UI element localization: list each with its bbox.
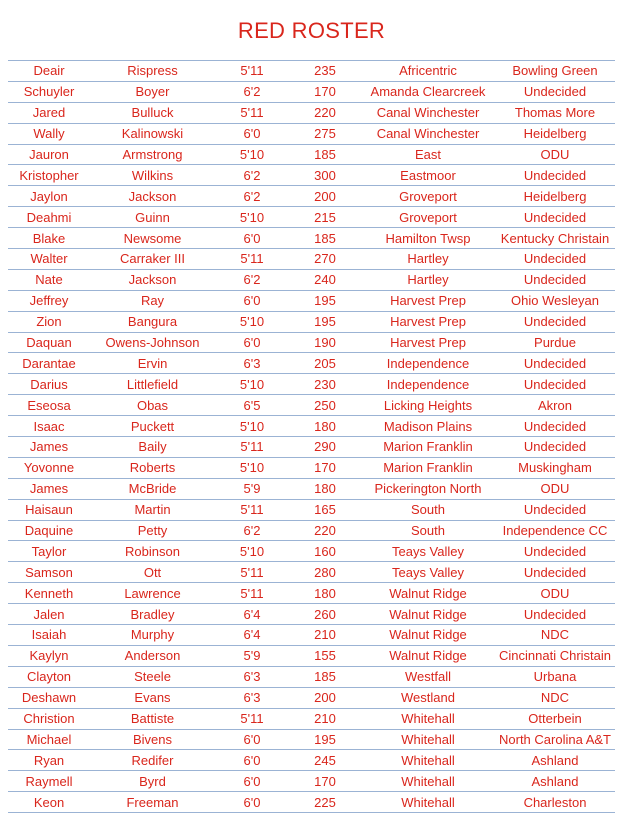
first-name-cell: Christion (8, 708, 90, 729)
weight-cell: 155 (289, 645, 361, 666)
first-name-cell: Taylor (8, 541, 90, 562)
college-cell: NDC (495, 687, 615, 708)
table-row (8, 353, 615, 374)
weight-cell: 220 (289, 520, 361, 541)
college-cell: Bowling Green (495, 61, 615, 82)
height-cell: 6'2 (215, 269, 289, 290)
last-name-cell: Byrd (90, 771, 215, 792)
last-name-cell: Bivens (90, 729, 215, 750)
first-name-cell: Deair (8, 61, 90, 82)
table-row (8, 123, 615, 144)
height-cell: 6'2 (215, 186, 289, 207)
weight-cell: 185 (289, 666, 361, 687)
height-cell: 5'11 (215, 102, 289, 123)
high-school-cell: Independence (361, 353, 495, 374)
last-name-cell: Bradley (90, 604, 215, 625)
weight-cell: 275 (289, 123, 361, 144)
roster-table (8, 60, 615, 813)
college-cell: Otterbein (495, 708, 615, 729)
last-name-cell: Carraker III (90, 249, 215, 270)
table-row (8, 792, 615, 813)
last-name-cell: Kalinowski (90, 123, 215, 144)
height-cell: 5'10 (215, 374, 289, 395)
weight-cell: 180 (289, 416, 361, 437)
college-cell: Undecided (495, 416, 615, 437)
high-school-cell: Hamilton Twsp (361, 228, 495, 249)
first-name-cell: Blake (8, 228, 90, 249)
weight-cell: 195 (289, 729, 361, 750)
table-row (8, 562, 615, 583)
table-row (8, 645, 615, 666)
table-row (8, 144, 615, 165)
table-row (8, 666, 615, 687)
high-school-cell: Walnut Ridge (361, 645, 495, 666)
first-name-cell: Walter (8, 249, 90, 270)
college-cell: Undecided (495, 437, 615, 458)
high-school-cell: Teays Valley (361, 541, 495, 562)
weight-cell: 180 (289, 478, 361, 499)
last-name-cell: Battiste (90, 708, 215, 729)
high-school-cell: Groveport (361, 186, 495, 207)
weight-cell: 220 (289, 102, 361, 123)
last-name-cell: Petty (90, 520, 215, 541)
last-name-cell: Bangura (90, 311, 215, 332)
height-cell: 6'0 (215, 729, 289, 750)
college-cell: Kentucky Christain (495, 228, 615, 249)
last-name-cell: Puckett (90, 416, 215, 437)
college-cell: Independence CC (495, 520, 615, 541)
last-name-cell: Owens-Johnson (90, 332, 215, 353)
table-row (8, 249, 615, 270)
first-name-cell: Jeffrey (8, 290, 90, 311)
first-name-cell: Deahmi (8, 207, 90, 228)
table-row (8, 228, 615, 249)
height-cell: 6'0 (215, 750, 289, 771)
high-school-cell: Harvest Prep (361, 311, 495, 332)
weight-cell: 260 (289, 604, 361, 625)
last-name-cell: Ray (90, 290, 215, 311)
first-name-cell: Keon (8, 792, 90, 813)
college-cell: Undecided (495, 249, 615, 270)
height-cell: 5'11 (215, 562, 289, 583)
college-cell: Undecided (495, 541, 615, 562)
first-name-cell: Haisaun (8, 499, 90, 520)
height-cell: 5'11 (215, 249, 289, 270)
last-name-cell: Murphy (90, 625, 215, 646)
high-school-cell: Marion Franklin (361, 437, 495, 458)
high-school-cell: Groveport (361, 207, 495, 228)
college-cell: Akron (495, 395, 615, 416)
weight-cell: 210 (289, 708, 361, 729)
height-cell: 5'10 (215, 541, 289, 562)
first-name-cell: Kaylyn (8, 645, 90, 666)
weight-cell: 300 (289, 165, 361, 186)
high-school-cell: Harvest Prep (361, 290, 495, 311)
college-cell: Heidelberg (495, 123, 615, 144)
table-row (8, 311, 615, 332)
high-school-cell: Whitehall (361, 792, 495, 813)
height-cell: 6'2 (215, 81, 289, 102)
weight-cell: 270 (289, 249, 361, 270)
height-cell: 6'3 (215, 353, 289, 374)
weight-cell: 230 (289, 374, 361, 395)
last-name-cell: Guinn (90, 207, 215, 228)
height-cell: 6'2 (215, 520, 289, 541)
height-cell: 6'0 (215, 332, 289, 353)
high-school-cell: Madison Plains (361, 416, 495, 437)
last-name-cell: Jackson (90, 269, 215, 290)
high-school-cell: Pickerington North (361, 478, 495, 499)
last-name-cell: Littlefield (90, 374, 215, 395)
high-school-cell: South (361, 520, 495, 541)
table-row (8, 374, 615, 395)
first-name-cell: Jalen (8, 604, 90, 625)
first-name-cell: Kenneth (8, 583, 90, 604)
high-school-cell: Teays Valley (361, 562, 495, 583)
table-row (8, 437, 615, 458)
weight-cell: 195 (289, 290, 361, 311)
college-cell: Charleston (495, 792, 615, 813)
weight-cell: 185 (289, 228, 361, 249)
college-cell: ODU (495, 478, 615, 499)
height-cell: 5'11 (215, 583, 289, 604)
first-name-cell: Isaac (8, 416, 90, 437)
height-cell: 5'10 (215, 207, 289, 228)
table-row (8, 395, 615, 416)
last-name-cell: Martin (90, 499, 215, 520)
height-cell: 5'9 (215, 478, 289, 499)
first-name-cell: Wally (8, 123, 90, 144)
weight-cell: 225 (289, 792, 361, 813)
high-school-cell: South (361, 499, 495, 520)
first-name-cell: James (8, 478, 90, 499)
table-row (8, 750, 615, 771)
high-school-cell: Westfall (361, 666, 495, 687)
first-name-cell: Deshawn (8, 687, 90, 708)
height-cell: 6'3 (215, 666, 289, 687)
table-row (8, 625, 615, 646)
last-name-cell: Rispress (90, 61, 215, 82)
table-row (8, 102, 615, 123)
college-cell: Undecided (495, 604, 615, 625)
first-name-cell: Michael (8, 729, 90, 750)
high-school-cell: Eastmoor (361, 165, 495, 186)
table-row (8, 457, 615, 478)
last-name-cell: Evans (90, 687, 215, 708)
last-name-cell: Steele (90, 666, 215, 687)
weight-cell: 290 (289, 437, 361, 458)
first-name-cell: Clayton (8, 666, 90, 687)
weight-cell: 235 (289, 61, 361, 82)
first-name-cell: Eseosa (8, 395, 90, 416)
height-cell: 5'11 (215, 499, 289, 520)
last-name-cell: McBride (90, 478, 215, 499)
college-cell: Undecided (495, 269, 615, 290)
last-name-cell: Roberts (90, 457, 215, 478)
height-cell: 6'0 (215, 290, 289, 311)
high-school-cell: Harvest Prep (361, 332, 495, 353)
first-name-cell: Raymell (8, 771, 90, 792)
college-cell: Undecided (495, 311, 615, 332)
last-name-cell: Anderson (90, 645, 215, 666)
height-cell: 5'10 (215, 416, 289, 437)
college-cell: NDC (495, 625, 615, 646)
college-cell: Cincinnati Christain (495, 645, 615, 666)
height-cell: 5'11 (215, 61, 289, 82)
first-name-cell: Jaylon (8, 186, 90, 207)
height-cell: 5'10 (215, 144, 289, 165)
height-cell: 6'4 (215, 604, 289, 625)
weight-cell: 170 (289, 457, 361, 478)
first-name-cell: Darantae (8, 353, 90, 374)
high-school-cell: Whitehall (361, 771, 495, 792)
first-name-cell: Samson (8, 562, 90, 583)
weight-cell: 170 (289, 81, 361, 102)
first-name-cell: Darius (8, 374, 90, 395)
height-cell: 5'10 (215, 457, 289, 478)
high-school-cell: Walnut Ridge (361, 604, 495, 625)
college-cell: Undecided (495, 499, 615, 520)
table-row (8, 499, 615, 520)
high-school-cell: Canal Winchester (361, 102, 495, 123)
last-name-cell: Baily (90, 437, 215, 458)
last-name-cell: Ervin (90, 353, 215, 374)
high-school-cell: Walnut Ridge (361, 583, 495, 604)
height-cell: 6'4 (215, 625, 289, 646)
table-row (8, 604, 615, 625)
table-row (8, 416, 615, 437)
high-school-cell: Independence (361, 374, 495, 395)
last-name-cell: Newsome (90, 228, 215, 249)
table-row (8, 186, 615, 207)
last-name-cell: Freeman (90, 792, 215, 813)
height-cell: 6'0 (215, 771, 289, 792)
college-cell: Purdue (495, 332, 615, 353)
table-row (8, 165, 615, 186)
high-school-cell: Whitehall (361, 729, 495, 750)
high-school-cell: Marion Franklin (361, 457, 495, 478)
high-school-cell: Licking Heights (361, 395, 495, 416)
table-row (8, 541, 615, 562)
weight-cell: 190 (289, 332, 361, 353)
college-cell: ODU (495, 144, 615, 165)
table-row (8, 708, 615, 729)
first-name-cell: Jauron (8, 144, 90, 165)
first-name-cell: Kristopher (8, 165, 90, 186)
college-cell: ODU (495, 583, 615, 604)
college-cell: Thomas More (495, 102, 615, 123)
height-cell: 6'0 (215, 123, 289, 144)
table-row (8, 729, 615, 750)
college-cell: Ohio Wesleyan (495, 290, 615, 311)
last-name-cell: Wilkins (90, 165, 215, 186)
last-name-cell: Redifer (90, 750, 215, 771)
last-name-cell: Robinson (90, 541, 215, 562)
page-title: RED ROSTER (237, 18, 386, 43)
height-cell: 5'9 (215, 645, 289, 666)
college-cell: Muskingham (495, 457, 615, 478)
height-cell: 6'5 (215, 395, 289, 416)
weight-cell: 200 (289, 186, 361, 207)
table-row (8, 207, 615, 228)
college-cell: Undecided (495, 207, 615, 228)
high-school-cell: Amanda Clearcreek (361, 81, 495, 102)
first-name-cell: Schuyler (8, 81, 90, 102)
table-row (8, 478, 615, 499)
last-name-cell: Lawrence (90, 583, 215, 604)
weight-cell: 200 (289, 687, 361, 708)
table-row (8, 61, 615, 82)
last-name-cell: Ott (90, 562, 215, 583)
weight-cell: 240 (289, 269, 361, 290)
last-name-cell: Armstrong (90, 144, 215, 165)
table-row (8, 81, 615, 102)
table-row (8, 332, 615, 353)
first-name-cell: Nate (8, 269, 90, 290)
high-school-cell: Canal Winchester (361, 123, 495, 144)
table-row (8, 583, 615, 604)
table-row (8, 269, 615, 290)
last-name-cell: Boyer (90, 81, 215, 102)
weight-cell: 245 (289, 750, 361, 771)
first-name-cell: Jared (8, 102, 90, 123)
high-school-cell: Hartley (361, 249, 495, 270)
college-cell: Undecided (495, 562, 615, 583)
high-school-cell: Whitehall (361, 750, 495, 771)
weight-cell: 250 (289, 395, 361, 416)
weight-cell: 180 (289, 583, 361, 604)
high-school-cell: Westland (361, 687, 495, 708)
height-cell: 5'11 (215, 708, 289, 729)
high-school-cell: Walnut Ridge (361, 625, 495, 646)
college-cell: Ashland (495, 771, 615, 792)
last-name-cell: Jackson (90, 186, 215, 207)
height-cell: 6'3 (215, 687, 289, 708)
table-row (8, 687, 615, 708)
first-name-cell: Isaiah (8, 625, 90, 646)
table-row (8, 290, 615, 311)
weight-cell: 280 (289, 562, 361, 583)
first-name-cell: Daquan (8, 332, 90, 353)
high-school-cell: Africentric (361, 61, 495, 82)
high-school-cell: Hartley (361, 269, 495, 290)
first-name-cell: Yovonne (8, 457, 90, 478)
last-name-cell: Obas (90, 395, 215, 416)
college-cell: Heidelberg (495, 186, 615, 207)
height-cell: 6'0 (215, 792, 289, 813)
first-name-cell: Zion (8, 311, 90, 332)
college-cell: Undecided (495, 374, 615, 395)
roster-body (8, 61, 615, 813)
college-cell: North Carolina A&T (495, 729, 615, 750)
weight-cell: 160 (289, 541, 361, 562)
height-cell: 5'11 (215, 437, 289, 458)
weight-cell: 195 (289, 311, 361, 332)
college-cell: Undecided (495, 353, 615, 374)
first-name-cell: Daquine (8, 520, 90, 541)
high-school-cell: East (361, 144, 495, 165)
weight-cell: 165 (289, 499, 361, 520)
first-name-cell: James (8, 437, 90, 458)
weight-cell: 170 (289, 771, 361, 792)
table-row (8, 771, 615, 792)
first-name-cell: Ryan (8, 750, 90, 771)
weight-cell: 205 (289, 353, 361, 374)
weight-cell: 215 (289, 207, 361, 228)
height-cell: 5'10 (215, 311, 289, 332)
college-cell: Undecided (495, 165, 615, 186)
last-name-cell: Bulluck (90, 102, 215, 123)
weight-cell: 185 (289, 144, 361, 165)
table-row (8, 520, 615, 541)
height-cell: 6'2 (215, 165, 289, 186)
high-school-cell: Whitehall (361, 708, 495, 729)
college-cell: Ashland (495, 750, 615, 771)
height-cell: 6'0 (215, 228, 289, 249)
college-cell: Undecided (495, 81, 615, 102)
college-cell: Urbana (495, 666, 615, 687)
weight-cell: 210 (289, 625, 361, 646)
